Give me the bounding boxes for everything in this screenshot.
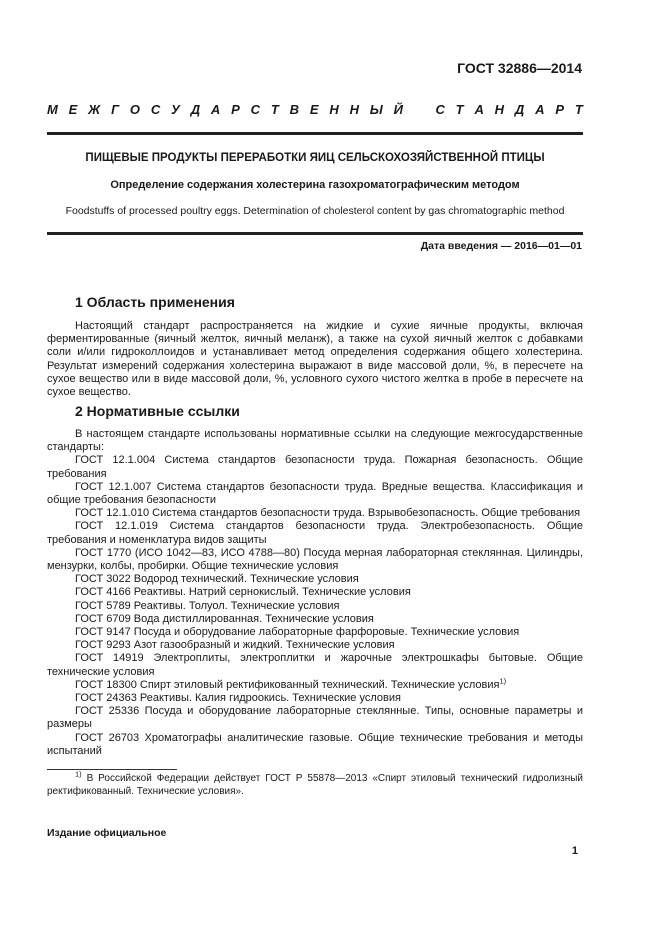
footnote-text: В Российской Федерации действует ГОСТ Р 55878—2013 «Спирт этиловый технический гидролизный ректификованный. Технические условия». <box>47 773 583 797</box>
reference-item <box>47 573 583 586</box>
reference-text: ГОСТ 4166 Реактивы. Натрий сернокислый. Технические условия <box>75 586 411 599</box>
reference-text: ГОСТ 26703 Хроматографы аналитические газовые. Общие технические требования и методы испытаний <box>47 731 583 757</box>
banner-letter: С <box>250 102 261 117</box>
banner-letter: М <box>47 102 58 117</box>
reference-item <box>47 639 583 652</box>
reference-item <box>47 547 583 573</box>
reference-text: ГОСТ 1770 (ИСО 1042—83, ИСО 4788—80) Посуда мерная лабораторная стеклянная. Цилиндры, мензурки, колбы, пробирки. Общие технические условия <box>47 546 583 573</box>
reference-text: ГОСТ 18300 Спирт этиловый ректификованный технический. Технические условия <box>75 678 500 691</box>
reference-item <box>47 507 583 520</box>
banner-letter: А <box>474 102 484 117</box>
reference-text: ГОСТ 12.1.010 Система стандартов безопасности труда. Взрывобезопасность. Общие требования <box>75 507 581 520</box>
references-intro: В настоящем стандарте использованы нормативные ссылки на следующие межгосударственные стандарты: <box>47 428 583 454</box>
normative-references <box>47 428 583 758</box>
banner-letter: Ж <box>88 102 101 117</box>
banner-letter: Д <box>514 102 525 117</box>
reference-item <box>47 600 583 613</box>
banner-letter: Е <box>68 102 78 117</box>
banner-letter: Й <box>393 102 403 117</box>
banner-letter: Н <box>329 102 339 117</box>
interstate-standard-banner <box>47 102 583 117</box>
top-rule <box>47 132 583 135</box>
english-title: Foodstuffs of processed poultry eggs. Determination of cholesterol content by gas chromatographic method <box>65 205 565 217</box>
reference-text: ГОСТ 14919 Электроплиты, электроплитки и жарочные электрошкафы бытовые. Общие технические условия <box>47 652 583 678</box>
banner-letter: Р <box>231 102 240 117</box>
reference-text: ГОСТ 9293 Азот газообразный и жидкий. Технические условия <box>75 639 395 652</box>
banner-letter: В <box>289 102 300 117</box>
reference-text: ГОСТ 9147 Посуда и оборудование лабораторные фарфоровые. Технические условия <box>75 626 520 639</box>
banner-letter: Ы <box>369 102 383 117</box>
banner-letter: Д <box>190 102 201 117</box>
page-number: 1 <box>571 845 578 857</box>
reference-text: ГОСТ 5789 Реактивы. Толуол. Технические условия <box>75 599 340 612</box>
reference-item <box>47 732 583 758</box>
banner-letter: Н <box>349 102 359 117</box>
reference-text: ГОСТ 6709 Вода дистиллированная. Технические условия <box>75 612 374 625</box>
reference-text: ГОСТ 12.1.004 Система стандартов безопасности труда. Пожарная безопасность. Общие требования <box>47 454 583 480</box>
section-1-text <box>47 320 583 399</box>
banner-letter: О <box>129 102 140 117</box>
banner-letter: Н <box>494 102 505 117</box>
banner-letter: Т <box>574 102 583 117</box>
footnote-marker: 1) <box>75 769 82 779</box>
reference-text: ГОСТ 12.1.019 Система стандартов безопасности труда. Электробезопасность. Общие требования и номенклатура видов защиты <box>47 520 583 546</box>
banner-letter: Г <box>111 102 120 117</box>
reference-item <box>47 626 583 639</box>
introduction-date: Дата введения — 2016—01—01 <box>420 240 582 252</box>
section-1-paragraph: Настоящий стандарт распространяется на жидкие и сухие яичные продукты, включая ферментированные (яичный желток, яичный меланж), а также на сухой яичный желток с добавками соли и/или гидроколлоидов и устанавливает метод определения содержания общего холестерина. Результат измерений содержания холестерина выражают в виде массовой доли, %, в пересчете на сухое вещество или в виде массовой доли, %, условного сухого чистого желтка в пробе в пересчете на сухое вещество. <box>47 320 583 399</box>
document-subtitle: Определение содержания холестерина газохроматографическим методом <box>110 179 520 191</box>
reference-item <box>47 520 583 546</box>
standard-code: ГОСТ 32886—2014 <box>457 60 582 76</box>
reference-item <box>47 652 583 678</box>
section-2-heading: 2 Нормативные ссылки <box>75 403 240 419</box>
footnote <box>47 769 583 798</box>
banner-letter: Р <box>555 102 564 117</box>
reference-text: ГОСТ 3022 Водород технический. Технические условия <box>75 573 359 586</box>
banner-letter: А <box>210 102 221 117</box>
reference-text: ГОСТ 24363 Реактивы. Калия гидроокись. Технические условия <box>75 692 401 705</box>
reference-text: ГОСТ 25336 Посуда и оборудование лабораторные стеклянные. Типы, основные параметры и размеры <box>47 705 583 731</box>
banner-letter: Т <box>455 102 464 117</box>
title-rule <box>47 232 583 235</box>
official-edition-label: Издание официальное <box>47 827 167 839</box>
reference-text: ГОСТ 12.1.007 Система стандартов безопасности труда. Вредные вещества. Классификация и общие требования безопасности <box>47 480 583 507</box>
reference-item <box>47 705 583 731</box>
reference-footnote-marker: 1) <box>499 676 507 686</box>
reference-item <box>47 481 583 507</box>
reference-item <box>47 613 583 626</box>
reference-item <box>47 676 583 692</box>
section-1-heading: 1 Область применения <box>75 294 235 310</box>
banner-letter: С <box>435 102 445 117</box>
reference-item <box>47 454 583 480</box>
document-title: ПИЩЕВЫЕ ПРОДУКТЫ ПЕРЕРАБОТКИ ЯИЦ СЕЛЬСКОХОЗЯЙСТВЕННОЙ ПТИЦЫ <box>85 152 545 164</box>
banner-letter: С <box>150 102 161 117</box>
banner-letter: У <box>171 102 180 117</box>
banner-letter: А <box>535 102 545 117</box>
reference-item <box>47 692 583 705</box>
footnote-rule <box>47 769 177 770</box>
banner-letter: Т <box>270 102 279 117</box>
reference-item <box>47 586 583 599</box>
banner-letter: Е <box>309 102 319 117</box>
